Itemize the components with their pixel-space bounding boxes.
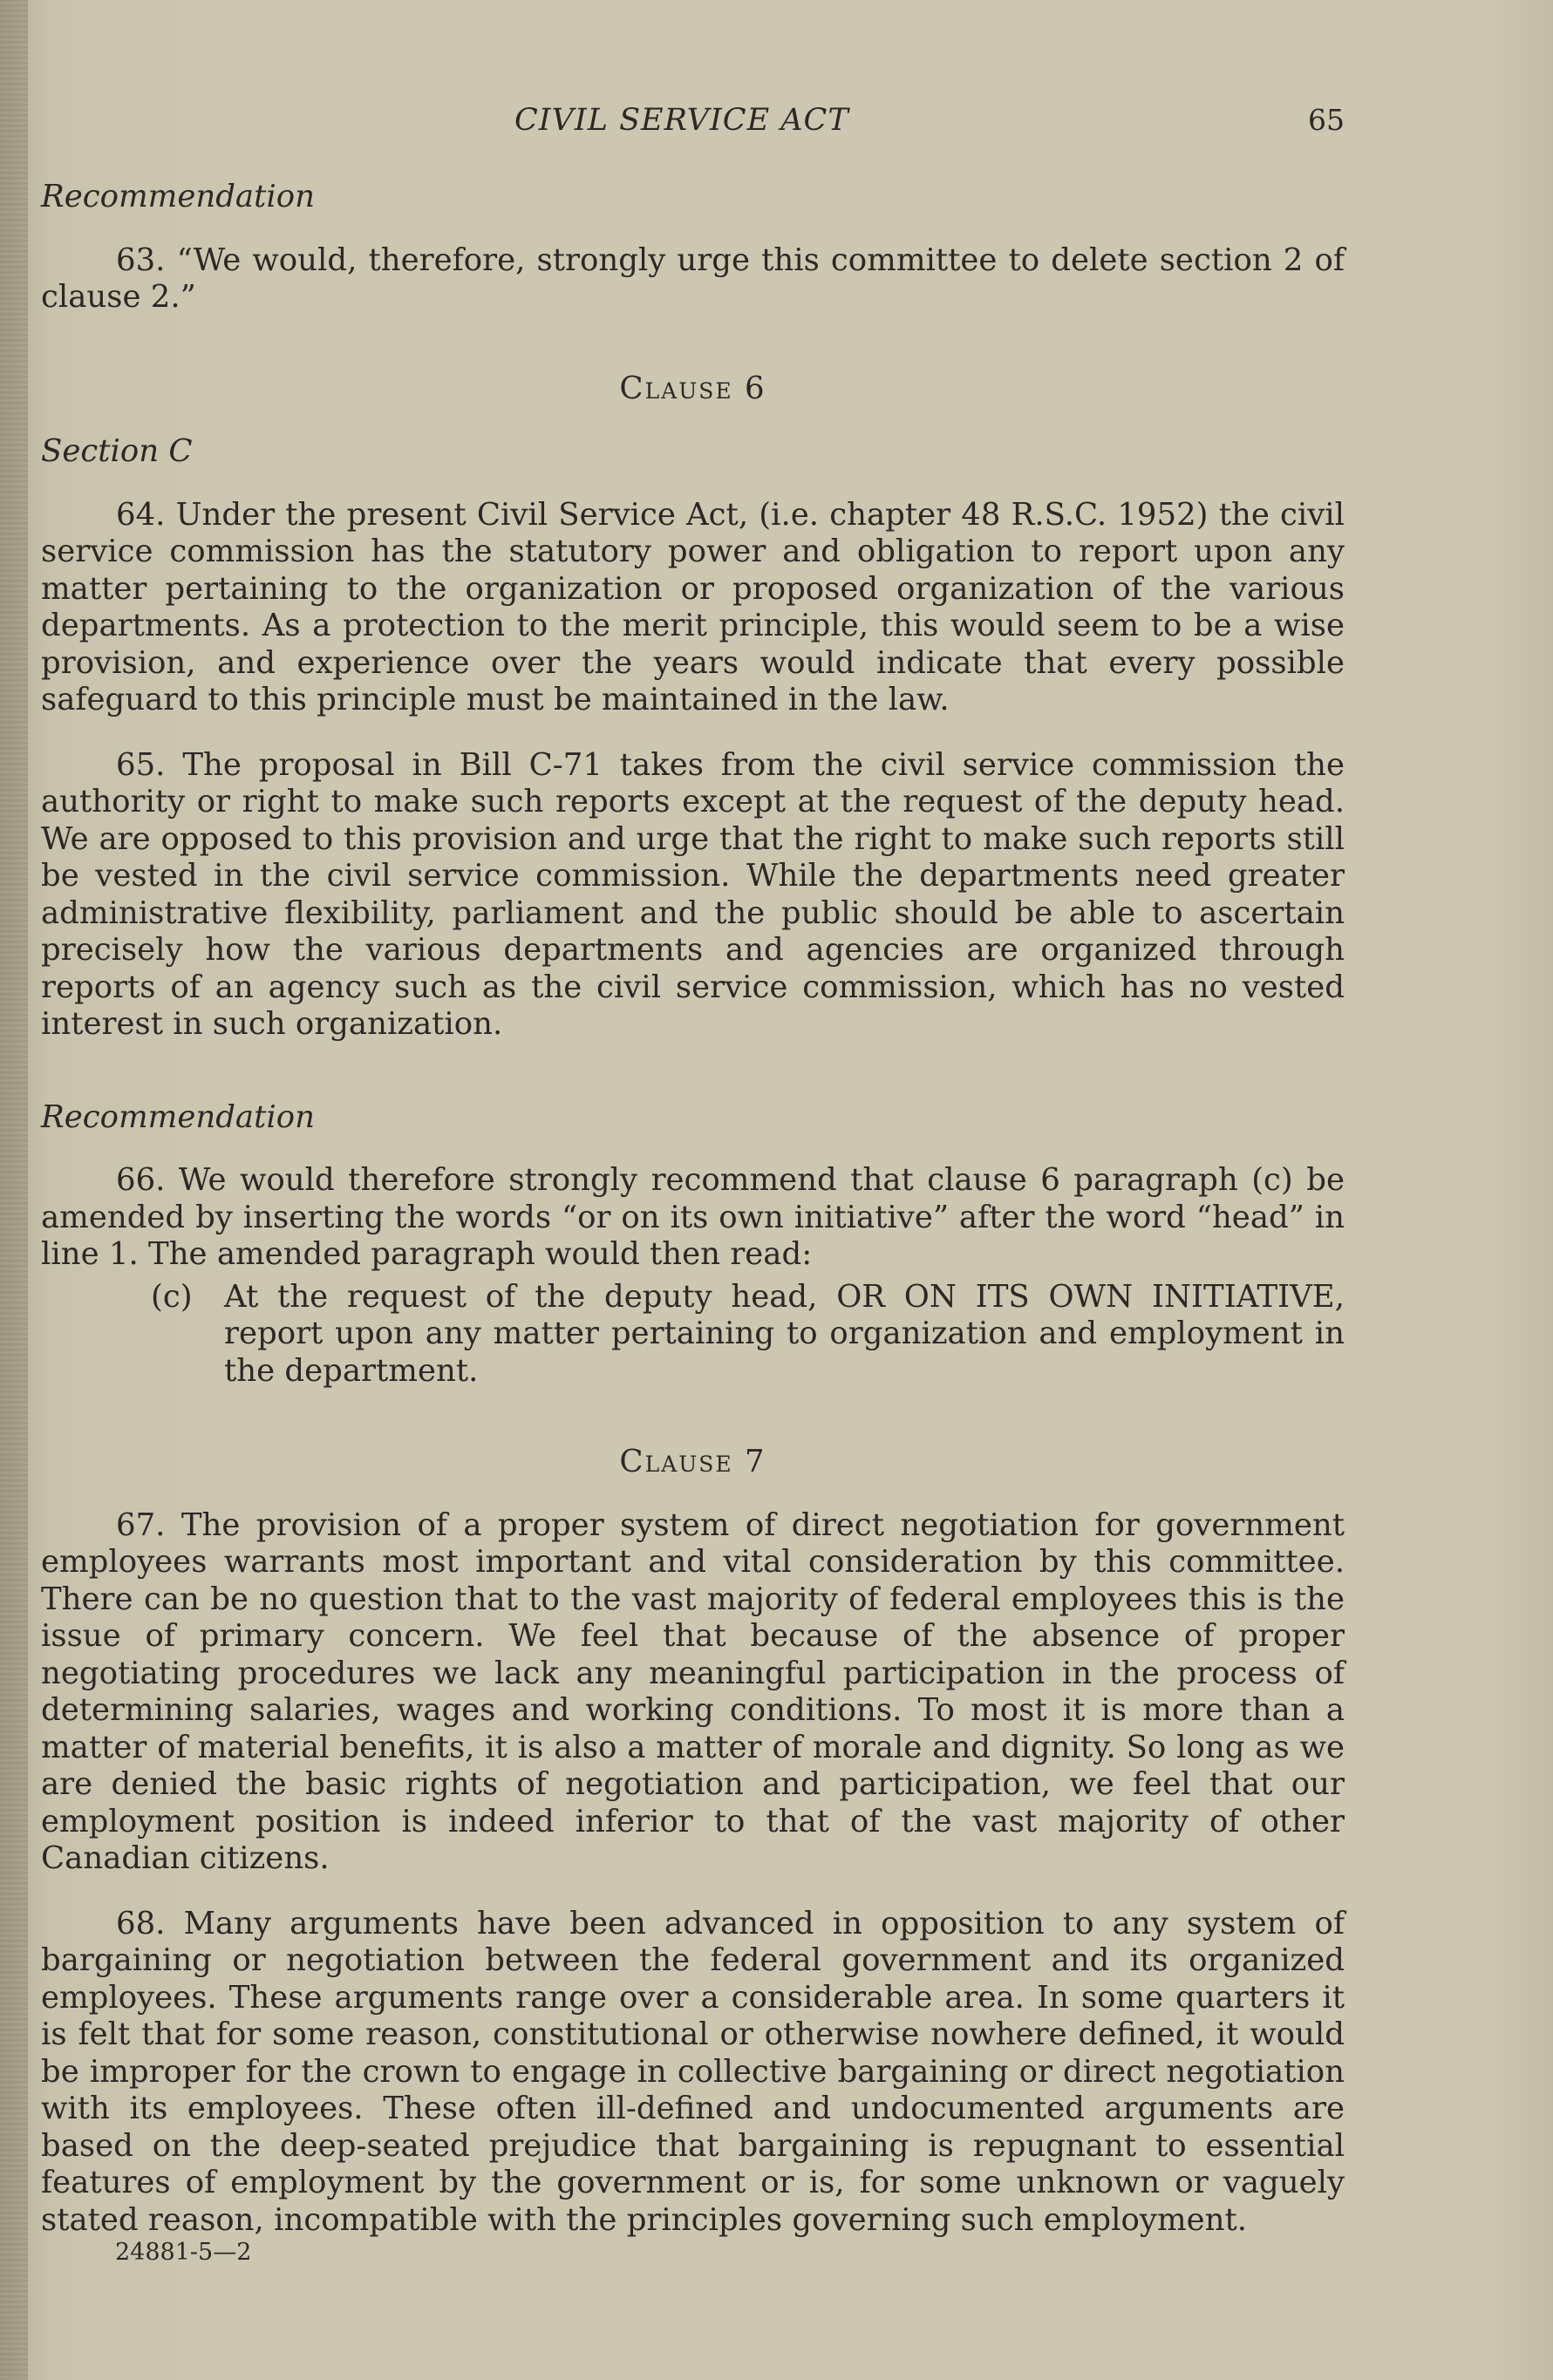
body-text: [41, 179, 1345, 2267]
paragraph-63: 63. “We would, therefore, strongly urge this committee to delete section 2 of clause 2.”: [41, 241, 1345, 315]
clause-7-heading: Clause 7: [619, 1444, 766, 1479]
quote-marker: (c): [151, 1278, 193, 1315]
print-code: 24881-5—2: [115, 2239, 252, 2266]
paragraph-65: 65. The proposal in Bill C-71 takes from the civil service commission the authority or right to make such reports except at the request of the deputy head. We are opposed to this provision and urge that the right to make such reports still be vested in the civil service commission. While the departments need greater administrative flexibility, parliament and the public should be able to ascertain precisely how the various departments and agencies are organized through reports of an agency such as the civil service commission, which has no vested interest in such organization.: [41, 746, 1345, 1042]
binding-edge: [0, 0, 28, 2380]
quote-text: At the request of the deputy head, OR ON ITS OWN INITIATIVE, report upon any matter pertaining to organization and employment in the department.: [224, 1278, 1345, 1389]
page-number: 65: [1308, 103, 1345, 137]
amended-paragraph-quote: [151, 1279, 1345, 1391]
paragraph-64: 64. Under the present Civil Service Act, (i.e. chapter 48 R.S.C. 1952) the civil service commission has the statutory power and obligation to report upon any matter pertaining to the organization or proposed organization of the various departments. As a protection to the merit principle, this would seem to be a wise provision, and experience over the years would indicate that every possible safeguard to this principle must be maintained in the law.: [41, 496, 1345, 717]
running-title: CIVIL SERVICE ACT: [514, 103, 849, 138]
paragraph-68: 68. Many arguments have been advanced in opposition to any system of bargaining or negotiation between the federal government and its organized employees. These arguments range over a considerable area. In some quarters it is felt that for some reason, constitutional or otherwise nowhere defined, it would be improper for the crown to engage in collective bargaining or direct negotiation with its employees. These often ill-defined and undocumented arguments are based on the deep-seated prejudice that bargaining is repugnant to essential features of employment by the government or is, for some unknown or vaguely stated reason, incompatible with the principles governing such employment.: [41, 1905, 1345, 2238]
clause-6-heading: Clause 6: [619, 370, 766, 406]
recommendation-label: Recommendation: [41, 179, 315, 214]
section-c-label: Section C: [41, 433, 193, 469]
paragraph-67: 67. The provision of a proper system of direct negotiation for government employees warrants most important and vital consideration by this committee. There can be no question that to the vast majority of federal employees this is the issue of primary concern. We feel that because of the absence of proper negotiating procedures we lack any meaningful participation in the process of determining salaries, wages and working conditions. To most it is more than a matter of material benefits, it is also a matter of morale and dignity. So long as we are denied the basic rights of negotiation and participation, we feel that our employment position is indeed inferior to that of the vast majority of other Canadian citizens.: [41, 1506, 1345, 1876]
recommendation-label-2: Recommendation: [41, 1098, 315, 1135]
paragraph-66: 66. We would therefore strongly recommend that clause 6 paragraph (c) be amended by inserting the words “or on its own initiative” after the word “head” in line 1. The amended paragraph would then read:: [41, 1162, 1345, 1272]
